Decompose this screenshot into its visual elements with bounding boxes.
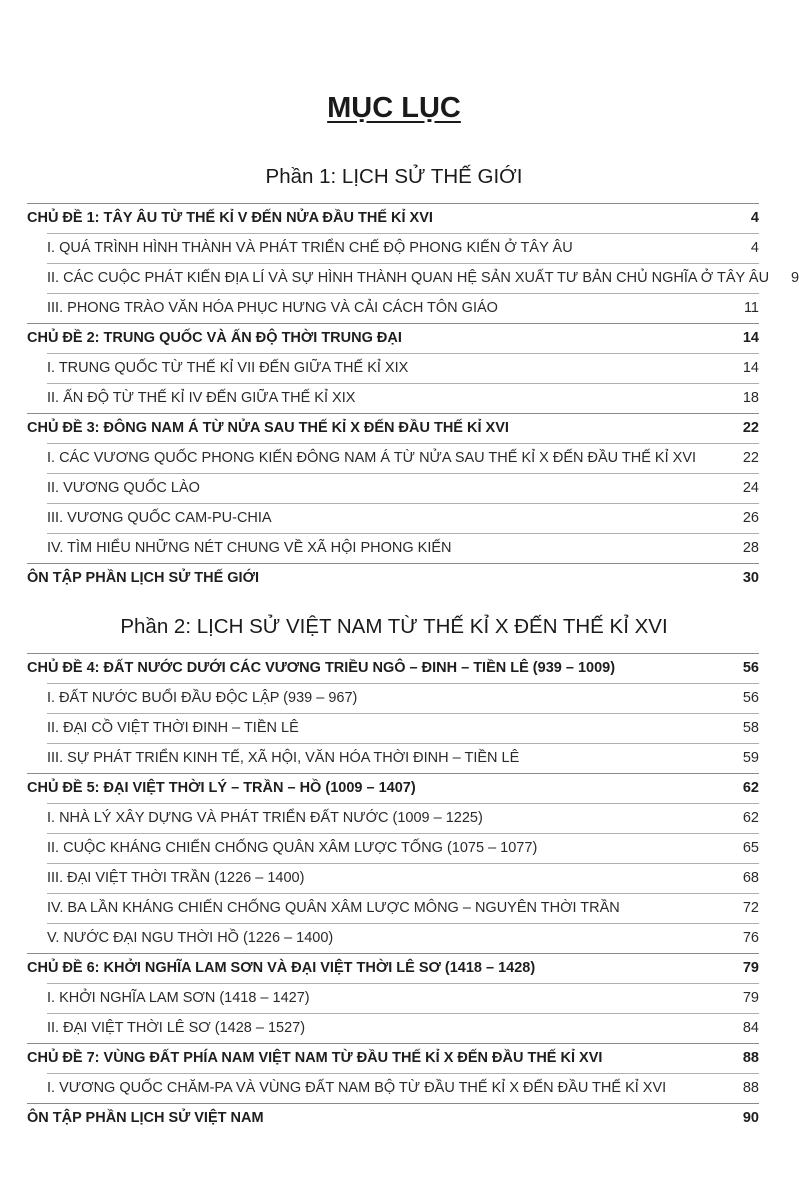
toc-section-entry[interactable] xyxy=(47,716,759,740)
row-divider xyxy=(47,383,759,384)
toc-section-entry[interactable] xyxy=(47,866,759,890)
entry-page-number: 62 xyxy=(742,810,759,826)
row-divider xyxy=(47,683,759,684)
row-divider xyxy=(47,233,759,234)
entry-page-number: 76 xyxy=(742,930,759,946)
row-divider xyxy=(27,773,759,774)
entry-page-number: 4 xyxy=(750,210,759,226)
entry-page-number: 88 xyxy=(742,1080,759,1096)
toc-chapter-entry[interactable] xyxy=(27,956,759,980)
row-divider xyxy=(27,413,759,414)
entry-page-number: 79 xyxy=(742,990,759,1006)
entry-label: III. VƯƠNG QUỐC CAM-PU-CHIA xyxy=(47,510,272,526)
entry-label: III. SỰ PHÁT TRIỂN KINH TẾ, XÃ HỘI, VĂN HÓA THỜI ĐINH – TIỀN LÊ xyxy=(47,750,520,766)
toc-chapter-entry[interactable] xyxy=(27,566,759,590)
entry-label: I. ĐẤT NƯỚC BUỔI ĐẦU ĐỘC LẬP (939 – 967) xyxy=(47,690,358,706)
toc-section-entry[interactable] xyxy=(47,1016,759,1040)
toc-section-entry[interactable] xyxy=(47,686,759,710)
entry-page-number: 56 xyxy=(742,690,759,706)
entry-label: I. KHỞI NGHĨA LAM SƠN (1418 – 1427) xyxy=(47,990,310,1006)
entry-page-number: 65 xyxy=(742,840,759,856)
toc-section-entry[interactable] xyxy=(47,926,759,950)
entry-label: CHỦ ĐỀ 7: VÙNG ĐẤT PHÍA NAM VIỆT NAM TỪ ĐẦU THẾ KỈ X ĐẾN ĐẦU THẾ KỈ XVI xyxy=(27,1050,603,1066)
entry-label: CHỦ ĐỀ 6: KHỞI NGHĨA LAM SƠN VÀ ĐẠI VIỆT THỜI LÊ SƠ (1418 – 1428) xyxy=(27,960,536,976)
entry-label: III. ĐẠI VIỆT THỜI TRẦN (1226 – 1400) xyxy=(47,870,305,886)
entry-page-number: 14 xyxy=(742,330,759,346)
entry-page-number: 68 xyxy=(742,870,759,886)
row-divider xyxy=(27,653,759,654)
entry-label: ÔN TẬP PHẦN LỊCH SỬ THẾ GIỚI xyxy=(27,570,259,586)
toc-chapter-entry[interactable] xyxy=(27,416,759,440)
toc-chapter-entry[interactable] xyxy=(27,326,759,350)
row-divider xyxy=(47,923,759,924)
row-divider xyxy=(47,833,759,834)
row-divider xyxy=(27,323,759,324)
entry-label: II. CUỘC KHÁNG CHIẾN CHỐNG QUÂN XÂM LƯỢC TỐNG (1075 – 1077) xyxy=(47,840,538,856)
row-divider xyxy=(47,713,759,714)
row-divider xyxy=(47,983,759,984)
toc-section-entry[interactable] xyxy=(47,806,759,830)
row-divider xyxy=(47,803,759,804)
entry-label: II. ẤN ĐỘ TỪ THẾ KỈ IV ĐẾN GIỮA THẾ KỈ XIX xyxy=(47,390,356,406)
page-title: MỤC LỤC xyxy=(327,92,461,124)
row-divider xyxy=(47,503,759,504)
row-divider xyxy=(27,203,759,204)
toc-chapter-entry[interactable] xyxy=(27,206,759,230)
entry-page-number: 4 xyxy=(750,240,759,256)
row-divider xyxy=(47,473,759,474)
entry-label: II. ĐẠI VIỆT THỜI LÊ SƠ (1428 – 1527) xyxy=(47,1020,306,1036)
entry-label: CHỦ ĐỀ 4: ĐẤT NƯỚC DƯỚI CÁC VƯƠNG TRIỀU NGÔ – ĐINH – TIỀN LÊ (939 – 1009) xyxy=(27,660,616,676)
toc-section-entry[interactable] xyxy=(47,476,759,500)
entry-page-number: 88 xyxy=(742,1050,759,1066)
entry-label: I. TRUNG QUỐC TỪ THẾ KỈ VII ĐẾN GIỮA THẾ KỈ XIX xyxy=(47,360,409,376)
toc-section-entry[interactable] xyxy=(47,986,759,1010)
row-divider xyxy=(27,953,759,954)
toc-chapter-entry[interactable] xyxy=(27,656,759,680)
entry-page-number: 24 xyxy=(742,480,759,496)
toc-section-entry[interactable] xyxy=(47,446,759,470)
row-divider xyxy=(47,743,759,744)
row-divider xyxy=(47,263,759,264)
toc-chapter-entry[interactable] xyxy=(27,1046,759,1070)
entry-page-number: 9 xyxy=(791,270,799,286)
entry-label: II. VƯƠNG QUỐC LÀO xyxy=(47,480,200,496)
entry-label: II. CÁC CUỘC PHÁT KIẾN ĐỊA LÍ VÀ SỰ HÌNH THÀNH QUAN HỆ SẢN XUẤT TƯ BẢN CHỦ NGHĨA Ở TÂY ÂU xyxy=(47,270,770,286)
entry-page-number: 62 xyxy=(742,780,759,796)
entry-page-number: 22 xyxy=(742,450,759,466)
row-divider xyxy=(47,1073,759,1074)
entry-page-number: 72 xyxy=(742,900,759,916)
entry-label: ÔN TẬP PHẦN LỊCH SỬ VIỆT NAM xyxy=(27,1110,264,1126)
toc-chapter-entry[interactable] xyxy=(27,1106,759,1130)
entry-page-number: 30 xyxy=(742,570,759,586)
toc-section-entry[interactable] xyxy=(47,236,759,260)
toc-section-entry[interactable] xyxy=(47,296,759,320)
toc-section-entry[interactable] xyxy=(47,266,799,290)
toc-section-entry[interactable] xyxy=(47,536,759,560)
row-divider xyxy=(47,893,759,894)
entry-page-number: 14 xyxy=(742,360,759,376)
entry-label: I. QUÁ TRÌNH HÌNH THÀNH VÀ PHÁT TRIỂN CHẾ ĐỘ PHONG KIẾN Ở TÂY ÂU xyxy=(47,240,573,256)
entry-page-number: 84 xyxy=(742,1020,759,1036)
row-divider xyxy=(47,863,759,864)
entry-label: CHỦ ĐỀ 3: ĐÔNG NAM Á TỪ NỬA SAU THẾ KỈ X ĐẾN ĐẦU THẾ KỈ XVI xyxy=(27,420,509,436)
entry-label: V. NƯỚC ĐẠI NGU THỜI HỒ (1226 – 1400) xyxy=(47,930,334,946)
row-divider xyxy=(47,293,759,294)
entry-page-number: 79 xyxy=(742,960,759,976)
entry-label: IV. TÌM HIỂU NHỮNG NÉT CHUNG VỀ XÃ HỘI PHONG KIẾN xyxy=(47,540,452,556)
toc-chapter-entry[interactable] xyxy=(27,776,759,800)
toc-section-entry[interactable] xyxy=(47,896,759,920)
entry-page-number: 59 xyxy=(742,750,759,766)
entry-page-number: 26 xyxy=(742,510,759,526)
entry-page-number: 28 xyxy=(742,540,759,556)
toc-section-entry[interactable] xyxy=(47,746,759,770)
part-2-title: Phần 2: LỊCH SỬ VIỆT NAM TỪ THẾ KỈ X ĐẾN THẾ KỈ XVI xyxy=(120,615,668,638)
row-divider xyxy=(27,1103,759,1104)
entry-page-number: 22 xyxy=(742,420,759,436)
toc-section-entry[interactable] xyxy=(47,836,759,860)
entry-label: CHỦ ĐỀ 2: TRUNG QUỐC VÀ ẤN ĐỘ THỜI TRUNG ĐẠI xyxy=(27,330,402,346)
entry-label: I. VƯƠNG QUỐC CHĂM-PA VÀ VÙNG ĐẤT NAM BỘ TỪ ĐẦU THẾ KỈ X ĐẾN ĐẦU THẾ KỈ XVI xyxy=(47,1080,667,1096)
entry-page-number: 58 xyxy=(742,720,759,736)
entry-label: I. CÁC VƯƠNG QUỐC PHONG KIẾN ĐÔNG NAM Á TỪ NỬA SAU THẾ KỈ X ĐẾN ĐẦU THẾ KỈ XVI xyxy=(47,450,697,466)
entry-page-number: 18 xyxy=(742,390,759,406)
toc-section-entry[interactable] xyxy=(47,506,759,530)
row-divider xyxy=(47,533,759,534)
entry-page-number: 11 xyxy=(743,300,759,316)
toc-section-entry[interactable] xyxy=(47,1076,759,1100)
row-divider xyxy=(47,443,759,444)
entry-label: III. PHONG TRÀO VĂN HÓA PHỤC HƯNG VÀ CẢI CÁCH TÔN GIÁO xyxy=(47,300,498,316)
entry-label: CHỦ ĐỀ 1: TÂY ÂU TỪ THẾ KỈ V ĐẾN NỬA ĐẦU THẾ KỈ XVI xyxy=(27,210,433,226)
entry-label: I. NHÀ LÝ XÂY DỰNG VÀ PHÁT TRIỂN ĐẤT NƯỚC (1009 – 1225) xyxy=(47,810,483,826)
row-divider xyxy=(27,563,759,564)
row-divider xyxy=(27,1043,759,1044)
entry-page-number: 90 xyxy=(742,1110,759,1126)
entry-label: II. ĐẠI CỒ VIỆT THỜI ĐINH – TIỀN LÊ xyxy=(47,720,299,736)
toc-section-entry[interactable] xyxy=(47,386,759,410)
part-1-title: Phần 1: LỊCH SỬ THẾ GIỚI xyxy=(265,165,523,188)
entry-label: IV. BA LẦN KHÁNG CHIẾN CHỐNG QUÂN XÂM LƯỢC MÔNG – NGUYÊN THỜI TRẦN xyxy=(47,900,620,916)
entry-label: CHỦ ĐỀ 5: ĐẠI VIỆT THỜI LÝ – TRẦN – HỒ (1009 – 1407) xyxy=(27,780,416,796)
entry-page-number: 56 xyxy=(742,660,759,676)
row-divider xyxy=(47,353,759,354)
toc-section-entry[interactable] xyxy=(47,356,759,380)
row-divider xyxy=(47,1013,759,1014)
